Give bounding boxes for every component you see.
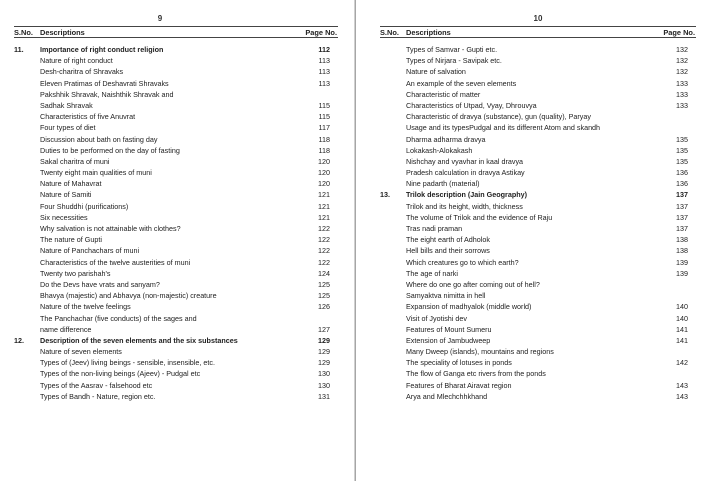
page-no-cell: 113 <box>318 67 330 77</box>
page-no-cell: 121 <box>318 212 330 222</box>
sno-header: S.No. <box>14 28 33 37</box>
description-cell: Do the Devs have vrats and sanyam? <box>40 279 160 289</box>
page-no-cell: 140 <box>676 302 688 312</box>
page-no-cell: 115 <box>318 112 330 122</box>
contents-row <box>14 346 338 357</box>
description-cell: Eleven Pratimas of Deshavrati Shravaks <box>40 78 169 88</box>
contents-row <box>380 78 696 89</box>
page-no-cell: 118 <box>318 134 330 144</box>
description-cell: Types of Nirjara - Savipak etc. <box>406 56 502 66</box>
descriptions-header: Descriptions <box>406 28 451 37</box>
contents-row <box>380 89 696 100</box>
description-cell: Characteristics of the twelve austerities of muni <box>40 257 191 267</box>
contents-row <box>14 380 338 391</box>
contents-row <box>14 55 338 66</box>
page-no-cell: 139 <box>676 268 688 278</box>
page-no-cell: 137 <box>676 201 688 211</box>
page-no-cell: 143 <box>676 391 688 401</box>
page-no-cell: 132 <box>676 56 688 66</box>
description-cell: Types of the Aasrav - falsehood etc <box>40 380 153 390</box>
contents-row <box>380 313 696 324</box>
contents-row <box>14 324 338 335</box>
page-no-cell: 132 <box>676 67 688 77</box>
description-cell: Dharma adharma dravya <box>406 134 486 144</box>
page-no-cell: 138 <box>676 235 688 245</box>
contents-row <box>14 89 338 100</box>
page-no-cell: 118 <box>318 145 330 155</box>
page-no-cell: 142 <box>676 358 688 368</box>
contents-row <box>14 167 338 178</box>
page-no-cell: 124 <box>318 268 330 278</box>
contents-row <box>14 368 338 379</box>
page-no-cell: 135 <box>676 156 688 166</box>
contents-row <box>14 245 338 256</box>
page-no-cell: 115 <box>318 100 330 110</box>
description-cell: The Panchachar (five conducts) of the sages and <box>40 313 197 323</box>
description-cell: Pradesh calculation in dravya Astikay <box>406 168 525 178</box>
page-no-header: Page No. <box>663 28 695 37</box>
contents-row <box>380 122 696 133</box>
contents-row <box>380 268 696 279</box>
page-no-header: Page No. <box>305 28 337 37</box>
description-cell: Nature of Panchachars of muni <box>40 246 140 256</box>
description-cell: Types of (Jeev) living beings - sensible, insensible, etc. <box>40 358 215 368</box>
page-no-cell: 130 <box>318 380 330 390</box>
description-cell: Nature of Mahavrat <box>40 179 102 189</box>
description-cell: Many Dweep (islands), mountains and regions <box>406 347 554 357</box>
description-cell: Sakal charitra of muni <box>40 156 110 166</box>
description-cell: Lokakash-Alokakash <box>406 145 473 155</box>
page-no-cell: 120 <box>318 179 330 189</box>
page-no-cell: 126 <box>318 302 330 312</box>
contents-row <box>380 100 696 111</box>
page-no-cell: 141 <box>676 324 688 334</box>
sno-header: S.No. <box>380 28 399 37</box>
contents-row <box>14 257 338 268</box>
contents-row <box>380 178 696 189</box>
descriptions-header: Descriptions <box>40 28 85 37</box>
description-cell: Trilok and its height, width, thickness <box>406 201 523 211</box>
contents-row <box>14 201 338 212</box>
contents-row <box>14 212 338 223</box>
description-cell: name difference <box>40 324 92 334</box>
contents-row <box>380 301 696 312</box>
contents-row <box>380 201 696 212</box>
contents-row <box>14 301 338 312</box>
page-no-cell: 136 <box>676 168 688 178</box>
page-no-cell: 112 <box>318 45 330 54</box>
page-no-cell: 121 <box>318 190 330 200</box>
description-cell: Duties to be performed on the day of fasting <box>40 145 180 155</box>
description-cell: Characteristics of five Anuvrat <box>40 112 136 122</box>
page-no-cell: 122 <box>318 257 330 267</box>
description-cell: Types of Bandh - Nature, region etc. <box>40 391 156 401</box>
description-cell: Twenty eight main qualities of muni <box>40 168 152 178</box>
page-no-cell: 143 <box>676 380 688 390</box>
description-cell: Nature of salvation <box>406 67 466 77</box>
contents-row <box>14 145 338 156</box>
page-no-cell: 125 <box>318 279 330 289</box>
contents-row <box>14 111 338 122</box>
contents-row <box>380 167 696 178</box>
description-cell: Description of the seven elements and the six substances <box>40 335 238 345</box>
contents-row <box>14 290 338 301</box>
table-header <box>380 26 696 38</box>
section-row <box>14 44 338 55</box>
page-no-cell: 137 <box>676 212 688 222</box>
contents-row <box>14 268 338 279</box>
contents-row <box>380 66 696 77</box>
page-no-cell: 120 <box>318 168 330 178</box>
contents-row <box>380 279 696 290</box>
contents-row <box>380 134 696 145</box>
description-cell: Visit of Jyotishi dev <box>406 313 467 323</box>
contents-row <box>380 346 696 357</box>
description-cell: Pakshhik Shravak, Naishthik Shravak and <box>40 89 174 99</box>
description-cell: Importance of right conduct religion <box>40 45 164 54</box>
page-no-cell: 133 <box>676 100 688 110</box>
contents-row <box>380 223 696 234</box>
description-cell: Nishchay and vyavhar in kaal dravya <box>406 156 524 166</box>
contents-row <box>380 391 696 402</box>
page-no-cell: 139 <box>676 257 688 267</box>
right-page <box>356 0 712 481</box>
description-cell: Features of Mount Sumeru <box>406 324 492 334</box>
contents-row <box>380 212 696 223</box>
description-cell: Nine padarth (material) <box>406 179 480 189</box>
contents-row <box>14 134 338 145</box>
page-no-cell: 141 <box>676 335 688 345</box>
description-cell: Nature of right conduct <box>40 56 113 66</box>
contents-row <box>380 368 696 379</box>
page-no-cell: 135 <box>676 145 688 155</box>
page-no-cell: 122 <box>318 224 330 233</box>
description-cell: Features of Bharat Airavat region <box>406 380 512 390</box>
contents-row <box>14 223 338 234</box>
description-cell: Four types of diet <box>40 123 96 133</box>
page-no-cell: 137 <box>676 224 688 233</box>
page-no-cell: 122 <box>318 235 330 245</box>
page-no-cell: 120 <box>318 156 330 166</box>
page-no-cell: 138 <box>676 246 688 256</box>
description-cell: The speciality of lotuses in ponds <box>406 358 512 368</box>
description-cell: Characteristic of dravya (substance), gun (quality), Paryay <box>406 112 591 122</box>
contents-row <box>380 335 696 346</box>
description-cell: Sadhak Shravak <box>40 100 93 110</box>
description-cell: Which creatures go to which earth? <box>406 257 519 267</box>
page-no-cell: 132 <box>676 45 688 54</box>
contents-row <box>14 122 338 133</box>
contents-row <box>380 380 696 391</box>
description-cell: The eight earth of Adholok <box>406 235 490 245</box>
table-header <box>14 26 338 38</box>
page-no-cell: 137 <box>676 190 688 200</box>
description-cell: Six necessities <box>40 212 88 222</box>
contents-row <box>14 189 338 200</box>
sno-cell: 13. <box>380 190 390 200</box>
page-no-cell: 113 <box>318 56 330 66</box>
contents-row <box>14 66 338 77</box>
description-cell: Usage and its typesPudgal and its different Atom and skandh <box>406 123 601 133</box>
section-row <box>14 335 338 346</box>
page-no-cell: 125 <box>318 291 330 301</box>
page-no-cell: 129 <box>318 358 330 368</box>
description-cell: Nature of the twelve feelings <box>40 302 131 312</box>
page-no-cell: 122 <box>318 246 330 256</box>
description-cell: The nature of Gupti <box>40 235 102 245</box>
contents-list <box>380 44 696 402</box>
page-no-cell: 140 <box>676 313 688 323</box>
page-no-cell: 113 <box>318 78 330 88</box>
contents-row <box>380 156 696 167</box>
contents-row <box>380 145 696 156</box>
page-no-cell: 129 <box>318 347 330 357</box>
description-cell: Where do one go after coming out of hell? <box>406 279 540 289</box>
description-cell: Types of Samvar - Gupti etc. <box>406 45 498 54</box>
contents-row <box>14 100 338 111</box>
contents-row <box>14 279 338 290</box>
contents-row <box>14 391 338 402</box>
page-no-cell: 133 <box>676 89 688 99</box>
page-number: 9 <box>157 14 163 23</box>
description-cell: The volume of Trilok and the evidence of Raju <box>406 212 553 222</box>
contents-row <box>14 313 338 324</box>
description-cell: The age of narki <box>406 268 458 278</box>
description-cell: Twenty two parishah's <box>40 268 111 278</box>
description-cell: Nature of Samiti <box>40 190 92 200</box>
contents-row <box>14 178 338 189</box>
description-cell: Hell bills and their sorrows <box>406 246 490 256</box>
description-cell: Characteristics of Utpad, Vyay, Dhrouvya <box>406 100 537 110</box>
description-cell: Discussion about bath on fasting day <box>40 134 158 144</box>
page-number: 10 <box>533 14 543 23</box>
page-no-cell: 127 <box>318 324 330 334</box>
description-cell: An example of the seven elements <box>406 78 517 88</box>
page-no-cell: 117 <box>318 123 330 133</box>
page-no-cell: 136 <box>676 179 688 189</box>
contents-row <box>380 111 696 122</box>
section-row <box>380 189 696 200</box>
sno-cell: 12. <box>14 335 24 345</box>
description-cell: Types of the non-living beings (Ajeev) - Pudgal etc <box>40 369 201 379</box>
description-cell: Desh-charitra of Shravaks <box>40 67 124 77</box>
description-cell: Why salvation is not attainable with clothes? <box>40 224 181 233</box>
contents-row <box>380 290 696 301</box>
page-no-cell: 121 <box>318 201 330 211</box>
description-cell: Nature of seven elements <box>40 347 122 357</box>
contents-row <box>380 357 696 368</box>
contents-row <box>380 234 696 245</box>
page-no-cell: 131 <box>318 391 330 401</box>
contents-row <box>380 44 696 55</box>
page-no-cell: 130 <box>318 369 330 379</box>
sno-cell: 11. <box>14 45 24 54</box>
contents-row <box>380 55 696 66</box>
contents-row <box>14 357 338 368</box>
page-no-cell: 129 <box>318 335 330 345</box>
page-no-cell: 135 <box>676 134 688 144</box>
description-cell: Extension of Jambudweep <box>406 335 491 345</box>
page-no-cell: 133 <box>676 78 688 88</box>
contents-row <box>14 156 338 167</box>
contents-row <box>380 245 696 256</box>
description-cell: Four Shuddhi (purifications) <box>40 201 129 211</box>
description-cell: Characteristic of matter <box>406 89 481 99</box>
description-cell: Trilok description (Jain Geography) <box>406 190 528 200</box>
description-cell: The flow of Ganga etc rivers from the ponds <box>406 369 546 379</box>
description-cell: Arya and Mlechchhkhand <box>406 391 488 401</box>
contents-row <box>380 324 696 335</box>
contents-row <box>380 257 696 268</box>
description-cell: Expansion of madhyalok (middle world) <box>406 302 532 312</box>
contents-row <box>14 234 338 245</box>
description-cell: Tras nadi praman <box>406 224 463 233</box>
contents-list <box>14 44 338 402</box>
description-cell: Bhavya (majestic) and Abhavya (non-majestic) creature <box>40 291 217 301</box>
description-cell: Samyaktva nimitta in hell <box>406 291 486 301</box>
contents-row <box>14 78 338 89</box>
